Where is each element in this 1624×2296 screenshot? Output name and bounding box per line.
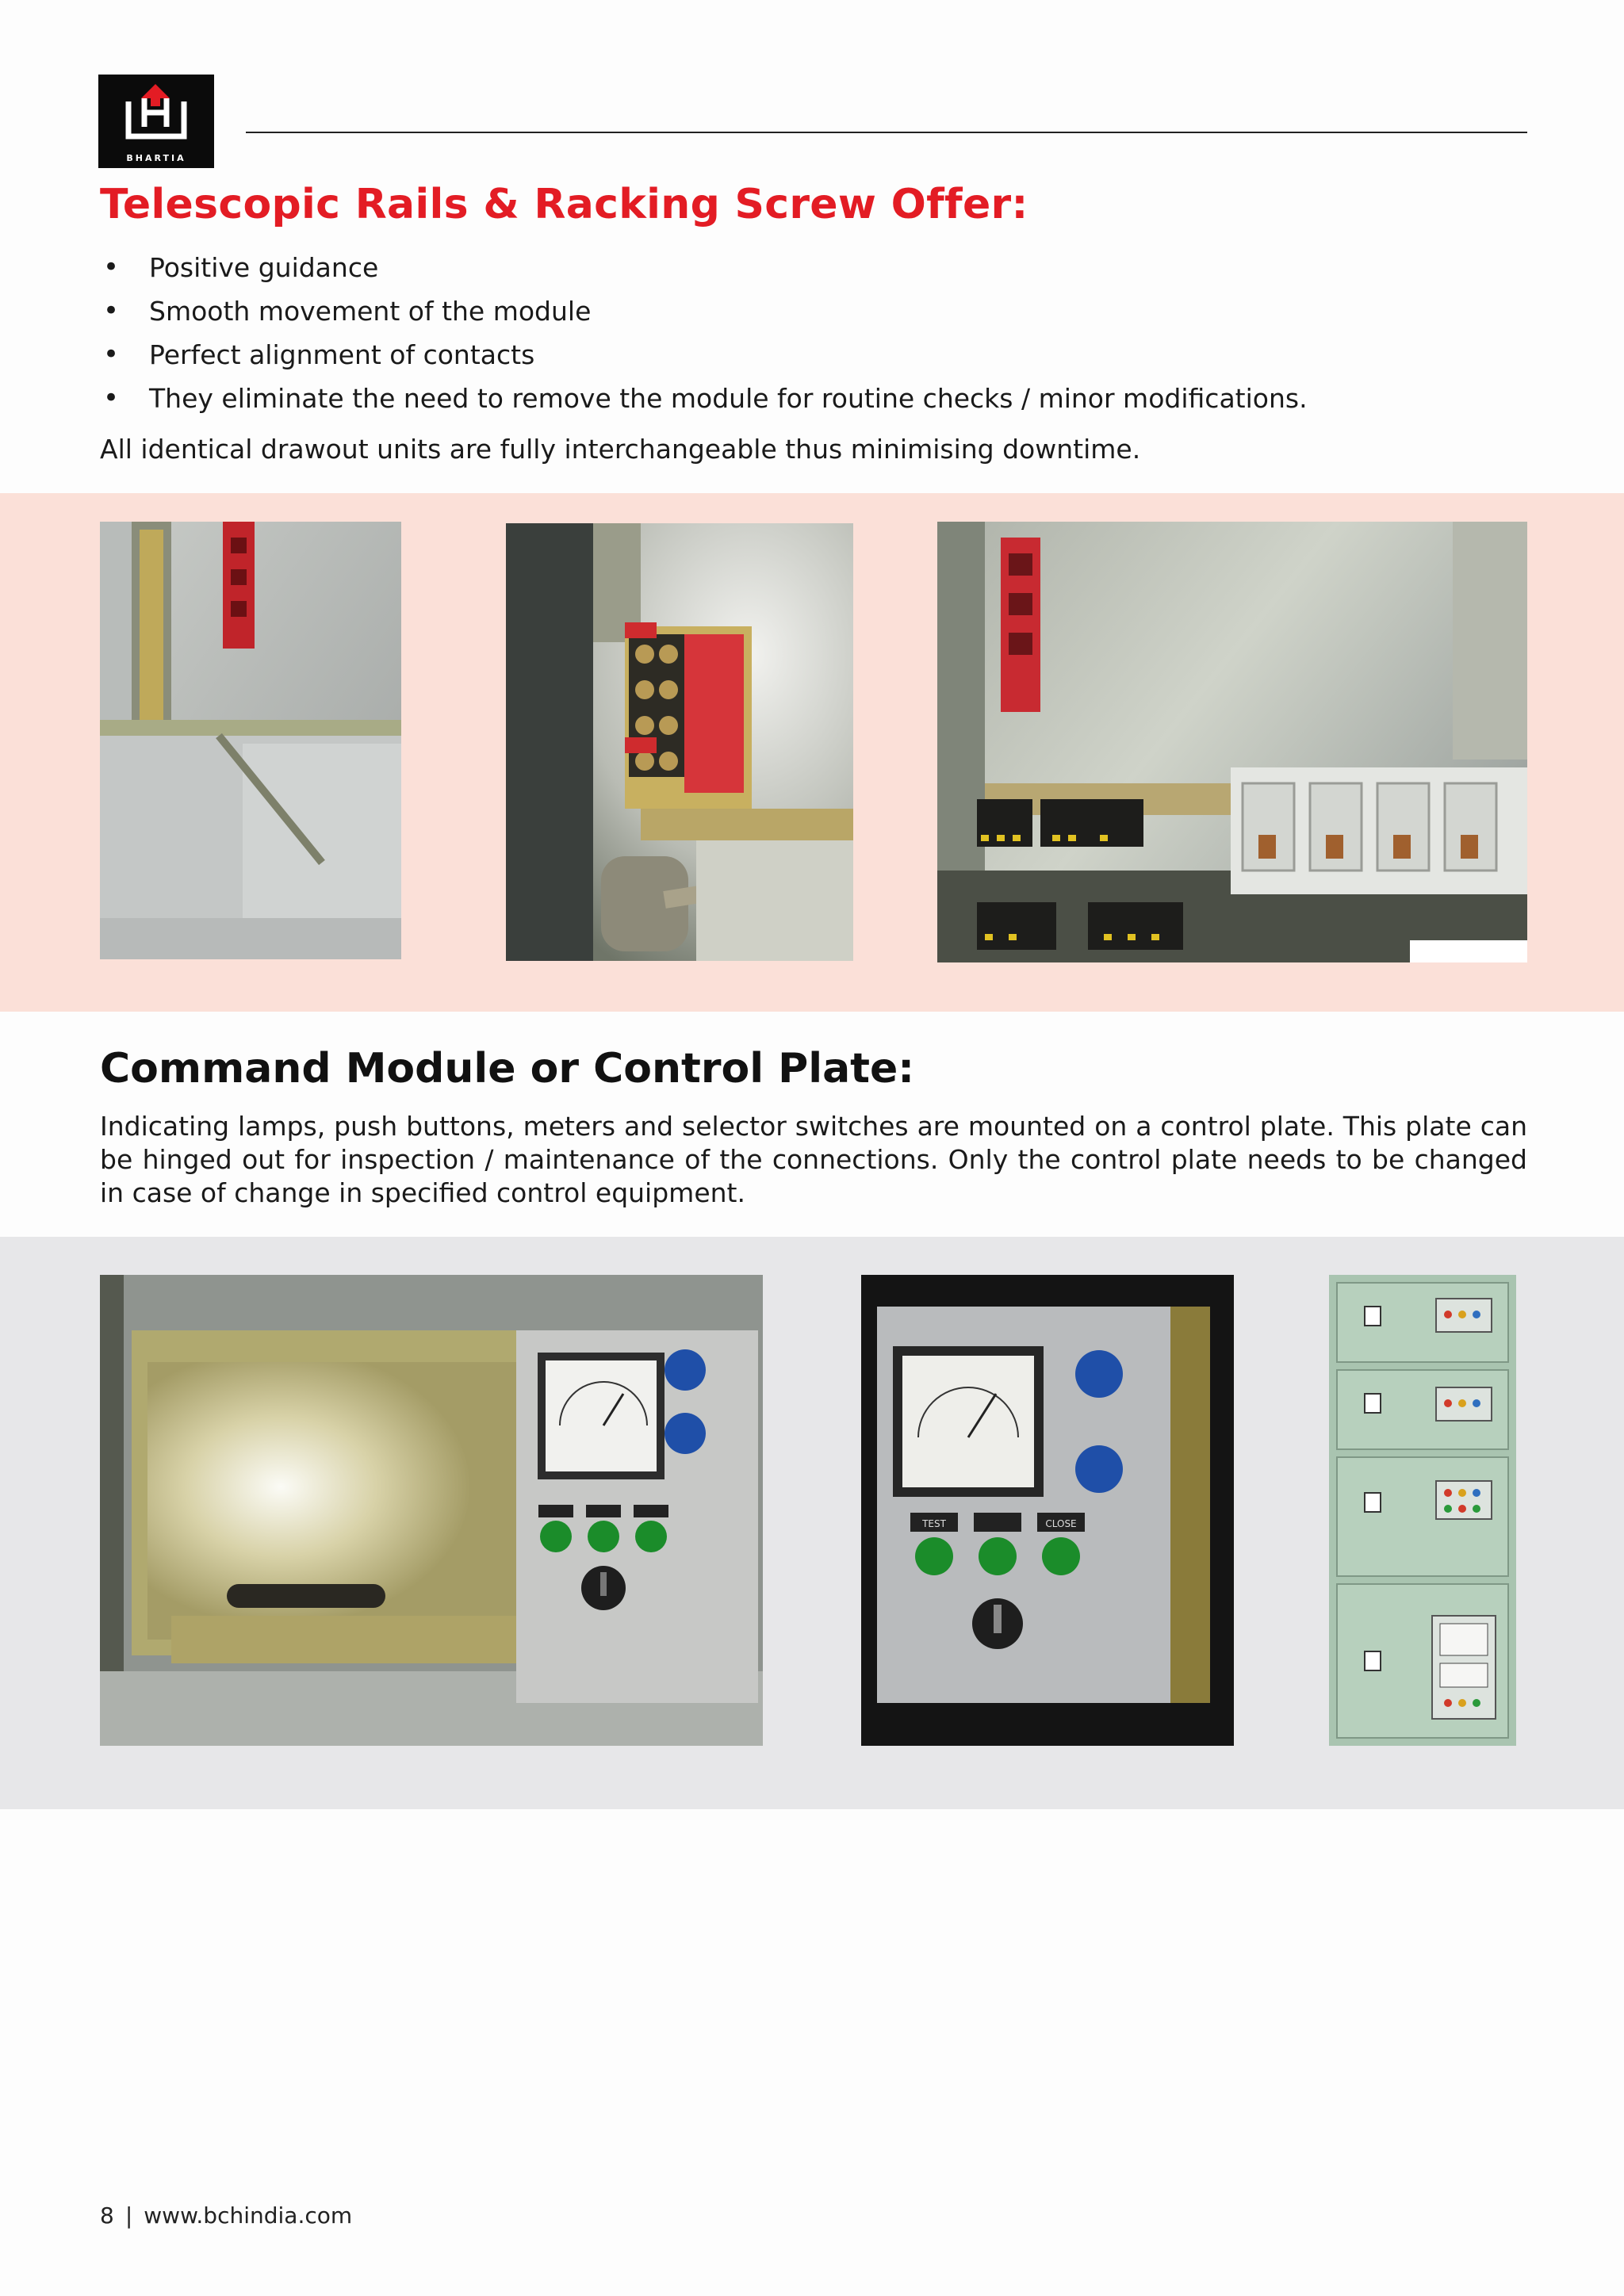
section-title-command-module: Command Module or Control Plate: xyxy=(100,1045,915,1093)
list-item: • Perfect alignment of contacts xyxy=(100,333,1308,377)
photo-control-plate-closeup xyxy=(861,1275,1234,1746)
close-button-label: CLOSE xyxy=(1045,1518,1077,1529)
website-link[interactable]: www.bchindia.com xyxy=(144,2202,353,2229)
photo-panel-front xyxy=(1329,1275,1516,1746)
logo-wordmark: BHARTIA xyxy=(126,153,186,163)
list-item: • Smooth movement of the module xyxy=(100,289,1308,333)
section-title-telescopic-rails: Telescopic Rails & Racking Screw Offer: xyxy=(100,181,1028,228)
test-button-label: TEST xyxy=(922,1518,946,1529)
photo-drawout-contacts xyxy=(937,522,1527,962)
page-footer xyxy=(100,2202,352,2229)
feature-list xyxy=(100,246,1308,420)
list-item: • They eliminate the need to remove the module for routine checks / minor modifications. xyxy=(100,377,1308,420)
photo-racking-screw xyxy=(506,523,853,961)
interchangeable-note: All identical drawout units are fully interchangeable thus minimising downtime. xyxy=(100,434,1141,465)
list-item: • Positive guidance xyxy=(100,246,1308,289)
control-plate-description: Indicating lamps, push buttons, meters and selector switches are mounted on a control plate. This plate can be hinged out for inspection / maintenance of the connections. Only the control plate needs to be changed in case of change in specified control equipment. xyxy=(100,1111,1527,1208)
footer-separator: | xyxy=(124,2202,133,2229)
photo-control-plate-module xyxy=(100,1275,763,1746)
company-logo xyxy=(98,75,214,168)
header-divider xyxy=(246,132,1527,133)
photo-telescopic-rail xyxy=(100,522,401,959)
page-number: 8 xyxy=(100,2202,114,2229)
